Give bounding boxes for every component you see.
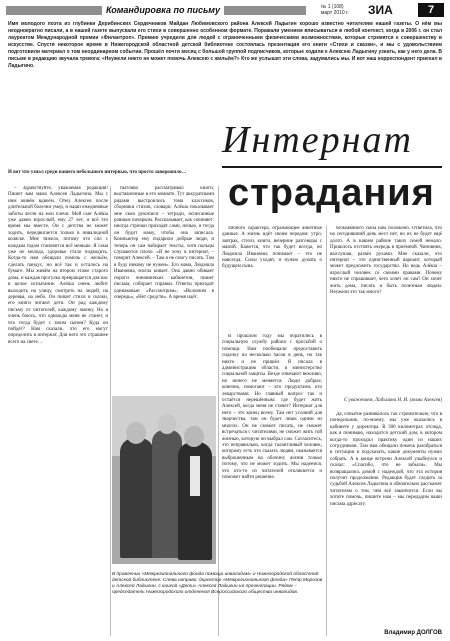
issue-date: март 2010 г. [321,10,349,16]
article-column-3 [222,226,322,324]
article-column-4-cont [330,412,442,626]
column-text: Да, событие развивалось так стремительно, что в понедельник, по-моему, мы уже оказались в кабинете у директора. В 300 километрах отсюда, как я понимаю, находится детский дом, в котором когда-то проходил практику один из наших сотрудников. Там нам обещали помочь разобраться в ситуации и подсказать, какие документы нужно собрать. А в конце встречи Алексей улыбнулся и сказал: «Спасибо, что не забыли». Мы возвращались домой с надеждой, что эта история получит продолжение. Редакция будет следить за судьбой Алексея Ладыгина и обязательно расскажет читателям о том, чем всё закончится. Если вы хотите помочь, пишите нам – мы передадим ваши письма адресату. [330,412,442,507]
lead-paragraph: Имя молодого поэта из глубинки Дерибинских Сердечников Майдан Любимовского района Алексей Ладыгин хорошо известно читателям нашей газеты. О нём мы неоднократно писали, а в нашей газете выпускали его стихи в совершенно особенном формате. Поражали умением вписываться в любой контекст, когда в 2006 г. он стал лауреатом Международной премии «Филантроп». Премию учредили для людей с ограниченными физическими возможностями, которые стремятся к совершенству в искусстве. Спустя некоторое время в Нижегородской областной детской библиотеке состоялась презентация его книги «Стихи и сказки», и мы с удовольствием подготовили материал о том неординарном событии. Прошёл почти месяц с большой группой подписчиков, которые ходили к Алексею Ладыгину узнать, как у него дела. В письме в редакцию звучала тревога: «Неужели никто не может помочь Алексею с жильём?» Кто же услышит эти слова, задумались мы. И вот наш корреспондент приехал в Ладыгино. [8,21,442,69]
headline-line2: страдания [228,172,435,214]
column-text: пытливо рассматривал книги, выставленные в его комнате. Тут аккуратными рядами выстроились тома классиков, сборники стихов, словари. Алёша показывает мне свои рукописи – тетради, исписанные ровным почерком. Рассказывает, как сочиняет: иногда строчки приходят сами, ночью, и тогда он будит маму, чтобы она записала. Компьютер ему подарили добрые люди, и теперь он сам набирает тексты, хотя пальцы слушаются плохо. «Я не хочу в интернат, – говорит Алексей. – Там я не смогу писать. Там я буду никому не нужен». Его мама, Людмила Ивановна, молча кивает. Она давно обивает пороги чиновничьих кабинетов, пишет письма, собирает справки. Ответы приходят одинаковые: «Рассмотрим», «Включим в очередь», «Нет средств». А время идёт. [114,186,214,300]
photo-caption: В правлении «Межрегионального фонда помощи инвалидам» и Нижегородской областной детской библиотеке. Слева направо: директор «Межрегионального фонда» Петр Морозов и Алексей Ладыгин, с книгой «Дети» Алексей Ладыгин на презентации. Рядом – председатель Нижегородского отделения Всероссийского общества инвалидов. [112,572,323,595]
page-header [6,3,444,17]
issue-number: № 1 (108) [321,4,344,10]
headline [222,118,444,222]
article-photo [112,396,216,564]
column-divider [326,226,327,636]
headline-line1: Интернат [222,119,413,161]
article-column-4 [330,226,442,376]
issue-info [321,4,361,16]
article-column-1 [8,186,108,636]
column-divider [110,186,111,636]
column-text: В прошлом году мы обратились в социальную службу района с просьбой о помощи. Нам пообещали предоставить сиделку на несколько часов в день, но так никто и не пришёл. Я писала в администрацию области, в министерство социальной защиты. Везде отвечают вежливо, но ничего не меняется. Люди добрые, конечно, помогают – кто продуктами, кто лекарствами. Но главный вопрос так и остаётся нерешённым: где будет жить Алексей, когда меня не станет? Интернат для него – это конец всему. Там нет условий для творчества, там он будет лишь одним из многих. Он не сможет писать, не сможет встречаться с читателями, не сможет жить той жизнью, которую он выбрал сам. Согласитесь, это неправильно, когда талантливый человек, которому есть что сказать людям, оказывается выброшенным на обочину жизни только потому, что не может ходить. Мы надеемся, что кто-то из читателей откликнется и поможет найти решение. [222,334,322,480]
headline-rule [222,166,442,168]
letter-signoff: С уважением, Ладыгина Н. И. (мама Алексея) [343,398,442,403]
column-text: личного характера, отражающие анкетные данные. А жизнь идёт своим чередом: утро, завтрак, стихи, книги, вечерние разговоры с мамой. Кажется, что так будет всегда, но Людмила Ивановна понимает – это не навсегда. Силы уходят, и нужно думать о будущем сына. [222,226,322,270]
newspaper-logo: ЗИА [368,3,393,17]
column-text: безымянного сына нам положено. Ответила, что на сегодняшний день мест нет, но их не будет ещё долго. А в нашем районе таких семей немало. Пришлось отстоять очередь в приёмной. Чиновник, выслушав, развёл руками. Мне сказали, что интернат – это единственный вариант, который может предложить государство. Но ведь Алёша – взрослый человек со своими правами. Почему никто не спрашивает, чего хочет он сам? Он хочет жить дома, писать и быть полезным людям. Неужели это так много? [330,226,442,296]
page-number: 7 [418,3,444,17]
column-text: – Здравствуйте, уважаемая редакция! Пишет вам мама Алексея Ладыгина. Мы с ним живём вдвоём. Отец Алексея после длительной болезни умер, и наши ежедневные заботы легли на мои плечи. Мой сын Алёша уже давно взрослый, ему 27 лет, и всё это время мы вместе. Он с детства не может ходить, передвигается только в инвалидной коляске. Мне тяжело, потому что сил с каждым годом становится всё меньше. Я сама уже не молода, здоровье стало подводить. Когда-то нам обещали помочь с жильём, сделать пандус, но всё так и осталось на бумаге. Мы живём на втором этаже старого дома, и каждая прогулка превращается для нас в целое испытание. Алёша очень любит выходить на улицу, смотреть на людей, на деревья, на небо. Он пишет стихи и сказки, его книги читают дети. Он рад каждому письму от читателей, каждому звонку. Но я очень боюсь, что однажды меня не станет, и что тогда будет с моим сыном? Куда он пойдёт? Нам сказали, что его могут определить в интернат. Для него это страшнее всего на свете… [8,186,108,345]
box-note: И вот что узнал среди нашего небольшого интервью, что просто заворожило… [8,170,187,175]
column-divider [218,186,219,636]
section-title: Командировка по письму [102,5,224,15]
article-author: Владимир ДОЛГОВ [384,630,442,636]
